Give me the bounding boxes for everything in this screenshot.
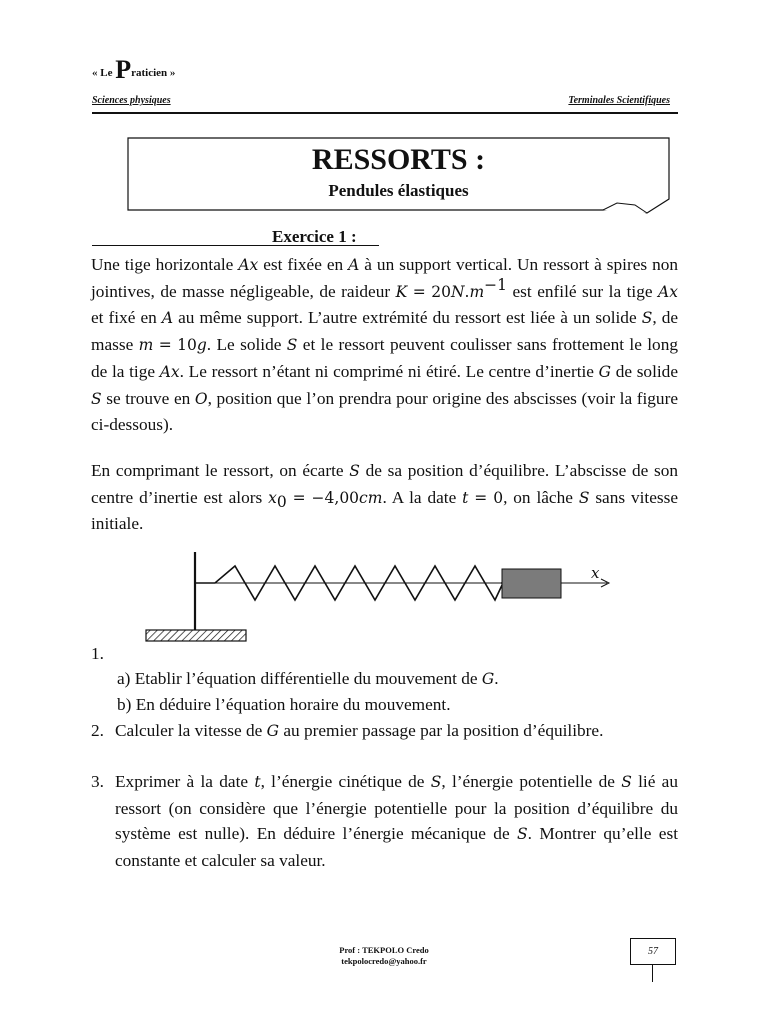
brand-logo: « Le Praticien » <box>92 55 176 84</box>
footer-author: Prof : TEKPOLO Credo tekpolocredo@yahoo.fr <box>339 945 429 966</box>
header-rule <box>92 112 678 114</box>
question-3-number: 3. <box>91 772 104 791</box>
question-3: Exprimer à la date t, l’énergie cinétique de S, l’énergie potentielle de S lié au ressort (on considère que l’énergie potentielle pour la position d’équilibre du système est nulle). En déduire l’énergie mécanique de S. Montrer qu’elle est constante et calculer sa valeur. <box>115 772 679 871</box>
solid-block <box>502 569 561 598</box>
page-subtitle: Pendules élastiques <box>328 181 469 200</box>
exercise-initial-conditions: En comprimant le ressort, on écarte S de sa position d’équilibre. L’abscisse de son centre d’inertie est alors $x_0 = -4,00cm$. A la date t = 0, on lâche S sans vitesse initiale. <box>91 461 679 534</box>
question-2-number: 2. <box>91 721 104 740</box>
question-1a: a) Etablir l’équation différentielle du mouvement de G. <box>117 669 499 688</box>
spring-figure <box>145 550 615 646</box>
page-number-tick <box>652 964 653 982</box>
page-number: 57 <box>630 938 676 965</box>
question-1b: b) En déduire l’équation horaire du mouvement. <box>117 695 451 714</box>
figure-axis-label: x <box>591 564 600 582</box>
exercise-statement: Une tige horizontale Ax est fixée en A à un support vertical. Un ressort à spires non jointives, de masse négligeable, de raideur $K = 20N.m^{-1}$ est enfilé sur la tige Ax et fixé en A au même support. L’autre extrémité du ressort est liée à un solide S, de masse m = 10g. Le solide S et le ressort peuvent coulisser sans frottement le long de la tige Ax. Le ressort n’étant ni comprimé ni étiré. Le centre d’inertie G de solide S se trouve en O, position que l’on prendra pour origine des abscisses (voir la figure ci-dessous). <box>91 255 678 435</box>
exercise-heading: Exercice 1 : <box>272 227 357 246</box>
header-subject: Sciences physiques <box>92 95 171 106</box>
question-1-number: 1. <box>91 644 104 663</box>
header-level: Terminales Scientifiques <box>568 95 670 106</box>
page-title: RESSORTS : <box>311 143 486 176</box>
title-box <box>127 137 670 212</box>
question-2: Calculer la vitesse de G au premier passage par la position d’équilibre. <box>115 721 604 740</box>
